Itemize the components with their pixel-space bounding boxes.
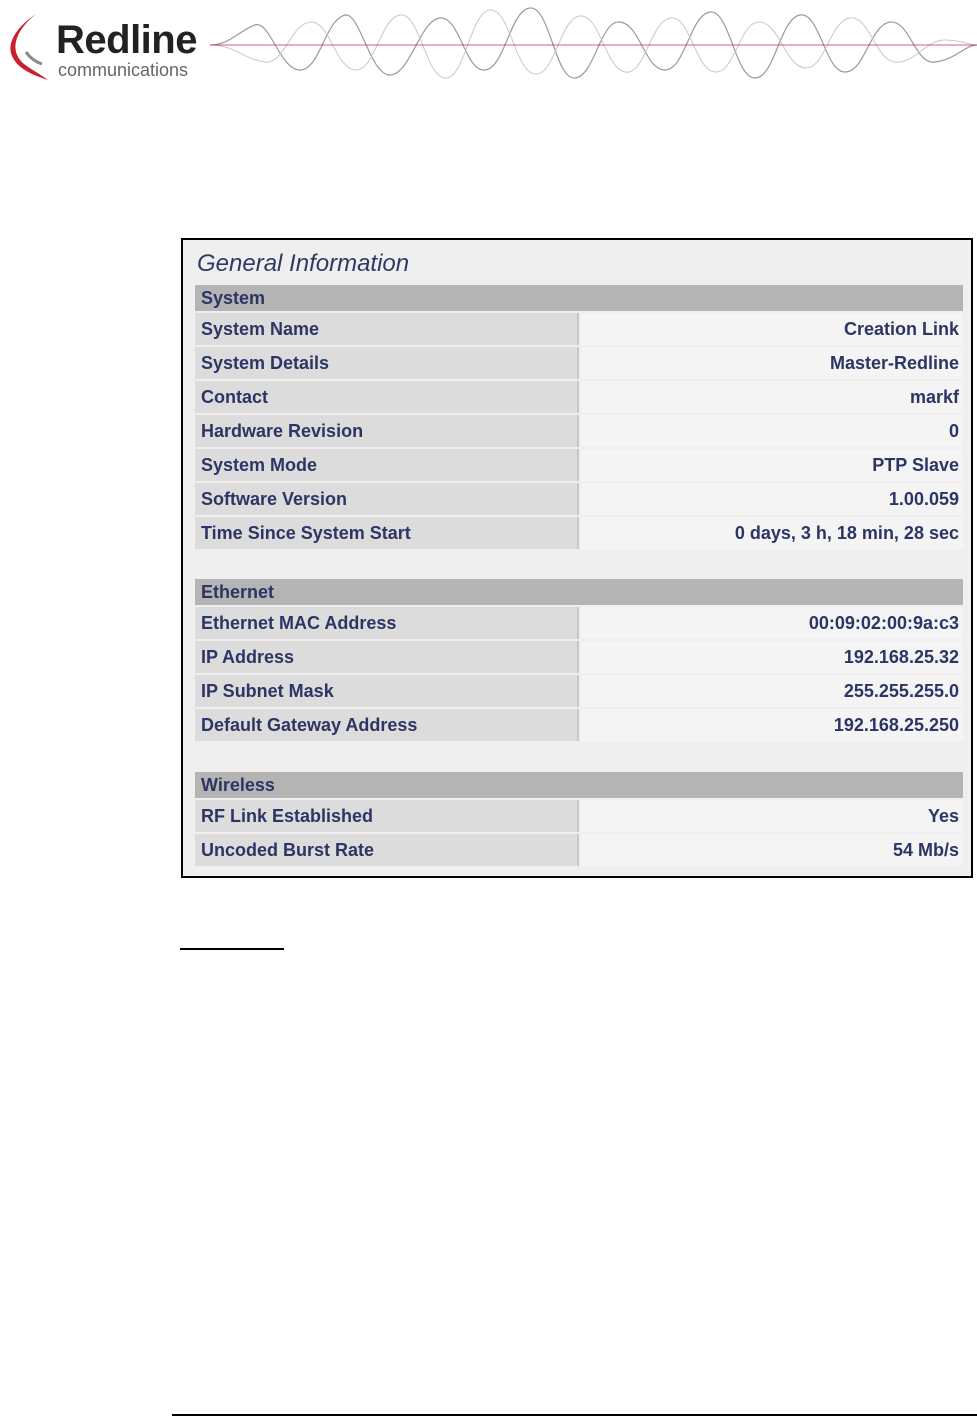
table-row [195, 641, 963, 673]
row-value: 0 [581, 415, 963, 447]
row-value: 255.255.255.0 [581, 675, 963, 707]
section-system [195, 285, 963, 549]
table-row [195, 800, 963, 832]
section-ethernet [195, 579, 963, 741]
table-row [195, 517, 963, 549]
row-value: 0 days, 3 h, 18 min, 28 sec [581, 517, 963, 549]
footnote-divider [180, 948, 284, 950]
section-header: System [195, 285, 963, 311]
general-information-panel [181, 238, 973, 878]
row-label: Hardware Revision [195, 415, 579, 447]
row-value: Yes [581, 800, 963, 832]
page-header [0, 0, 977, 90]
page-bottom-rule [172, 1414, 977, 1416]
row-label: System Mode [195, 449, 579, 481]
row-label: Default Gateway Address [195, 709, 579, 741]
table-row [195, 607, 963, 639]
table-row [195, 483, 963, 515]
row-value: markf [581, 381, 963, 413]
row-value: Master-Redline [581, 347, 963, 379]
table-row [195, 449, 963, 481]
section-wireless [195, 772, 963, 866]
row-value: 192.168.25.250 [581, 709, 963, 741]
row-value: 00:09:02:00:9a:c3 [581, 607, 963, 639]
row-value: 192.168.25.32 [581, 641, 963, 673]
row-value: Creation Link [581, 313, 963, 345]
redline-logo [6, 8, 221, 82]
row-value: 54 Mb/s [581, 834, 963, 866]
table-row [195, 313, 963, 345]
table-row [195, 347, 963, 379]
row-label: Contact [195, 381, 579, 413]
redline-logo-mark-icon [6, 12, 54, 82]
row-label: Ethernet MAC Address [195, 607, 579, 639]
section-header: Ethernet [195, 579, 963, 605]
row-label: IP Address [195, 641, 579, 673]
row-label: Time Since System Start [195, 517, 579, 549]
table-row [195, 709, 963, 741]
row-label: System Name [195, 313, 579, 345]
row-label: System Details [195, 347, 579, 379]
panel-title: General Information [197, 250, 410, 277]
table-row [195, 415, 963, 447]
table-row [195, 834, 963, 866]
row-label: Uncoded Burst Rate [195, 834, 579, 866]
row-value: 1.00.059 [581, 483, 963, 515]
row-label: RF Link Established [195, 800, 579, 832]
brand-name: Redline [56, 18, 197, 62]
table-row [195, 381, 963, 413]
row-label: Software Version [195, 483, 579, 515]
brand-tagline: communications [58, 60, 189, 80]
signal-wave-decoration [210, 0, 977, 90]
section-header: Wireless [195, 772, 963, 798]
row-value: PTP Slave [581, 449, 963, 481]
table-row [195, 675, 963, 707]
row-label: IP Subnet Mask [195, 675, 579, 707]
